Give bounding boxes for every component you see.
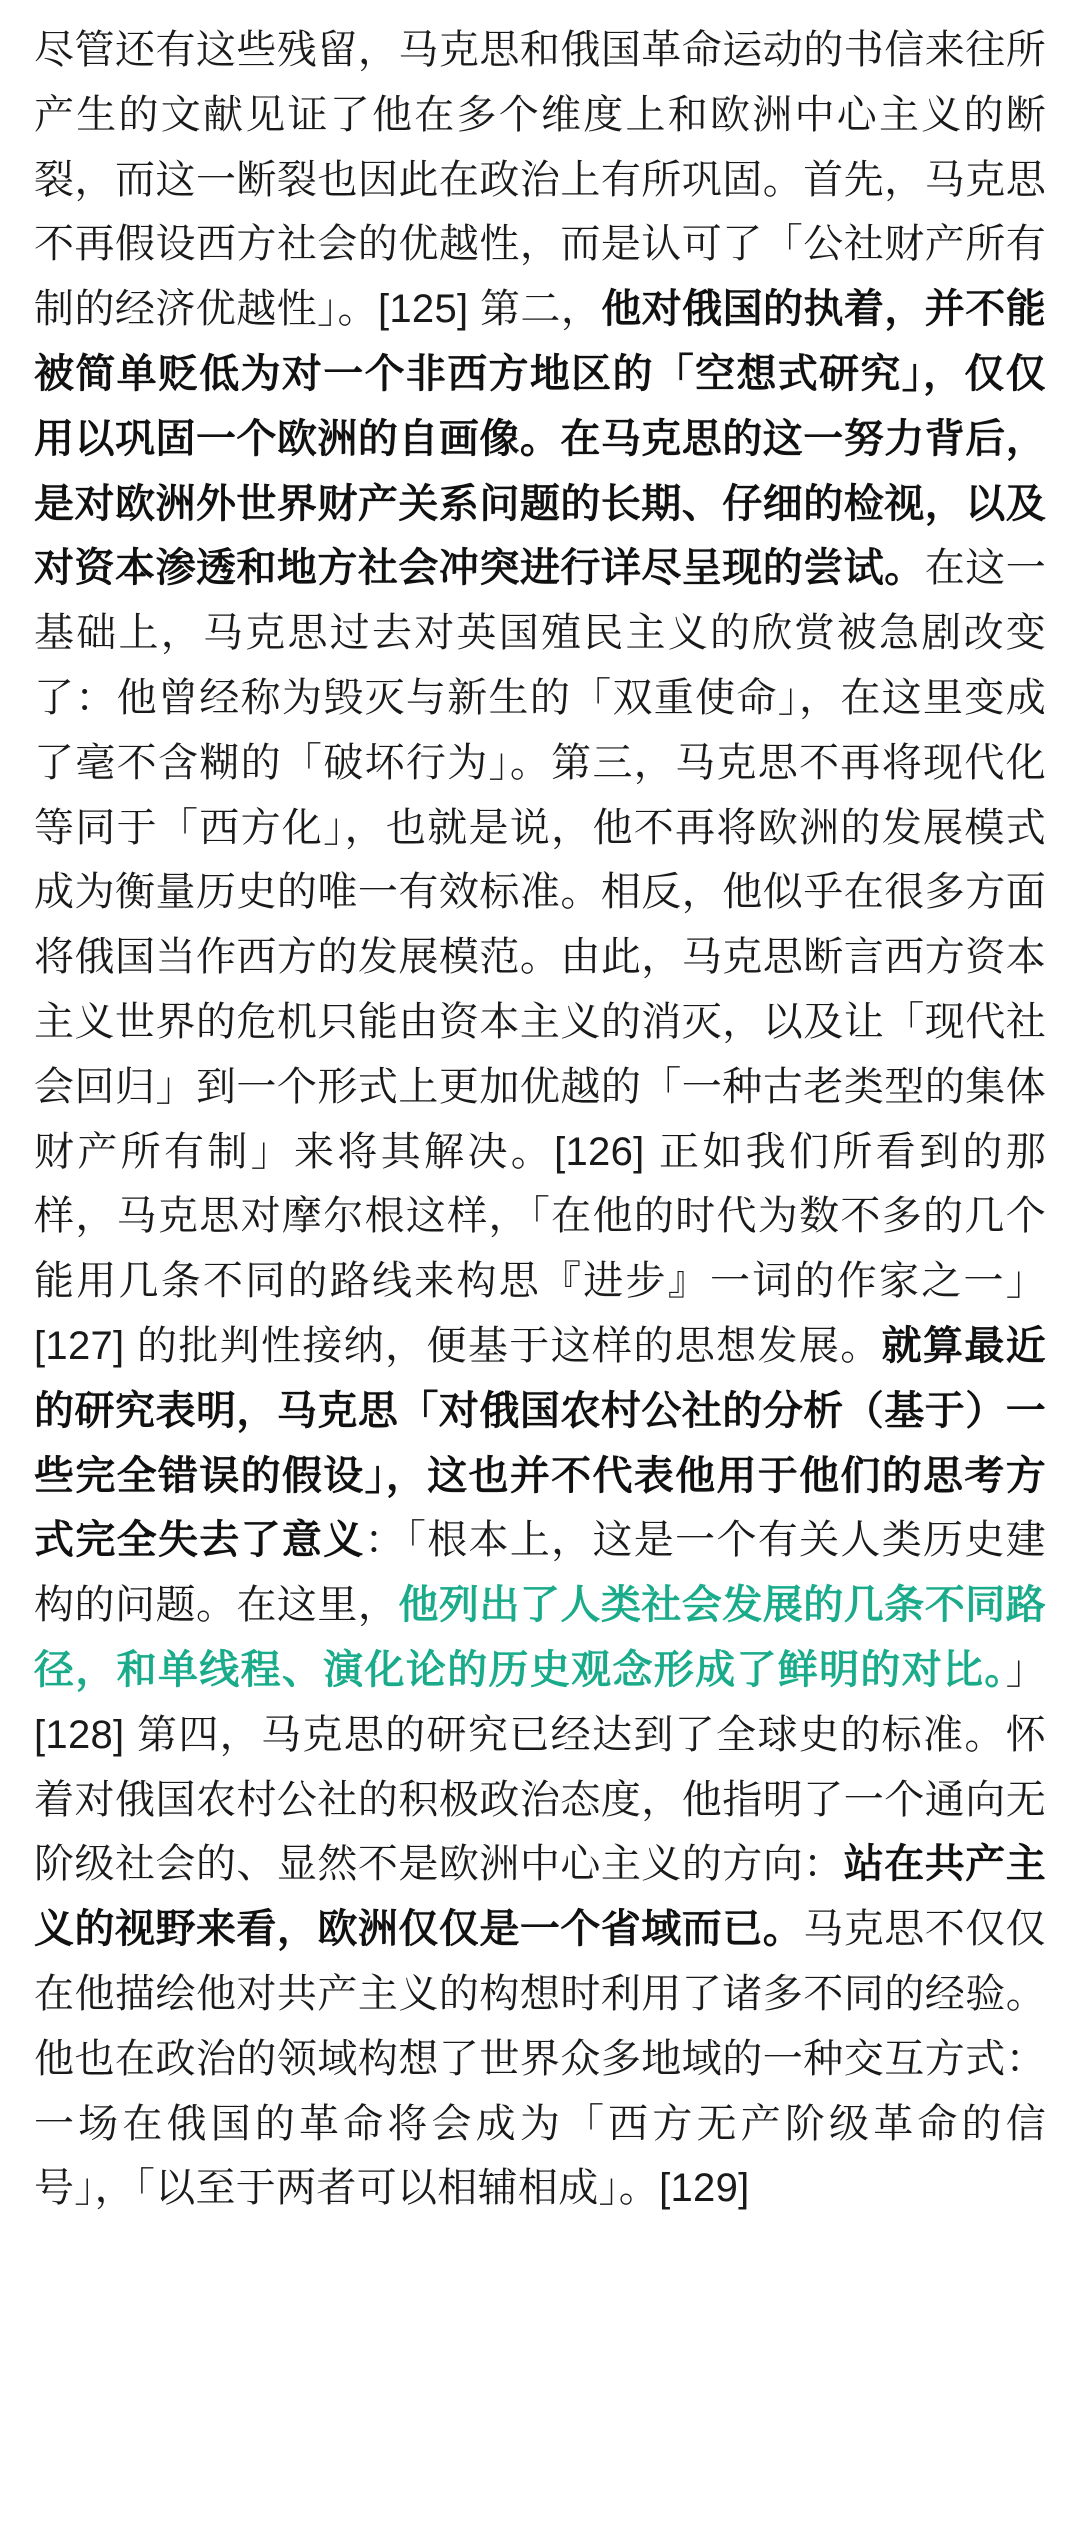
text-segment-7: 」[128] 第四，马克思的研究已经达到了全球史的标准。怀着对俄国农村公社的积极政治态度，他指明了一个通向无阶级社会的、显然不是欧洲中心主义的方向： [34,1647,1046,1887]
text-segment-3: 在这一基础上，马克思过去对英国殖民主义的欣赏被急剧改变了：他曾经称为毁灭与新生的「双重使命」，在这里变成了毫不含糊的「破坏行为」。第三，马克思不再将现代化等同于「西方化」，也就是说，他不再将欧洲的发展模式成为衡量历史的唯一有效标准。相反，他似乎在很多方面将俄国当作西方的发展模范。由此，马克思断言西方资本主义世界的危机只能由资本主义的消灭，以及让「现代社会回归」到一个形式上更加优越的「一种古老类型的集体财产所有制」来将其解决。[126] 正如我们所看到的那样，马克思对摩尔根这样，「在他的时代为数不多的几个能用几条不同的路线来构思『进步』一词的作家之一」[127] 的批判性接纳，便基于这样的思想发展。 [34,546,1046,1368]
text-segment-8-bold: 站在共产主义的视野来看，欧洲仅仅是一个省域而已。 [34,1842,1046,1952]
text-segment-4-bold: 就算最近的研究表明，马克思「对俄国农村公社的分析（基于）一些完全错误的假设」，这也并不代表他用于他们的思考方式完全失去了意义 [34,1323,1047,1563]
text-segment-9: 马克思不仅仅在他描绘他对共产主义的构想时利用了诸多不同的经验。他也在政治的领域构想了世界众多地域的一种交互方式：一场在俄国的革命将会成为「西方无产阶级革命的信号」，「以至于两者可以相辅相成」。[129] [34,1907,1046,2211]
article-body [34,18,1046,2221]
text-segment-6-highlight: 他列出了人类社会发展的几条不同路径，和单线程、演化论的历史观念形成了鲜明的对比。 [34,1583,1046,1692]
text-segment-1: 尽管还有这些残留，马克思和俄国革命运动的书信来往所产生的文献见证了他在多个维度上和欧洲中心主义的断裂，而这一断裂也因此在政治上有所巩固。首先，马克思不再假设西方社会的优越性，而是认可了「公社财产所有制的经济优越性」。[125] 第二， [34,28,1046,332]
article-paragraph [34,18,1046,2221]
text-segment-5: ：「根本上，这是一个有关人类历史建构的问题。在这里， [34,1518,1046,1628]
text-segment-2-bold: 他对俄国的执着，并不能被简单贬低为对一个非西方地区的「空想式研究」，仅仅用以巩固一个欧洲的自画像。在马克思的这一努力背后，是对欧洲外世界财产关系问题的长期、仔细的检视，以及对资本渗透和地方社会冲突进行详尽呈现的尝试。 [34,287,1046,591]
